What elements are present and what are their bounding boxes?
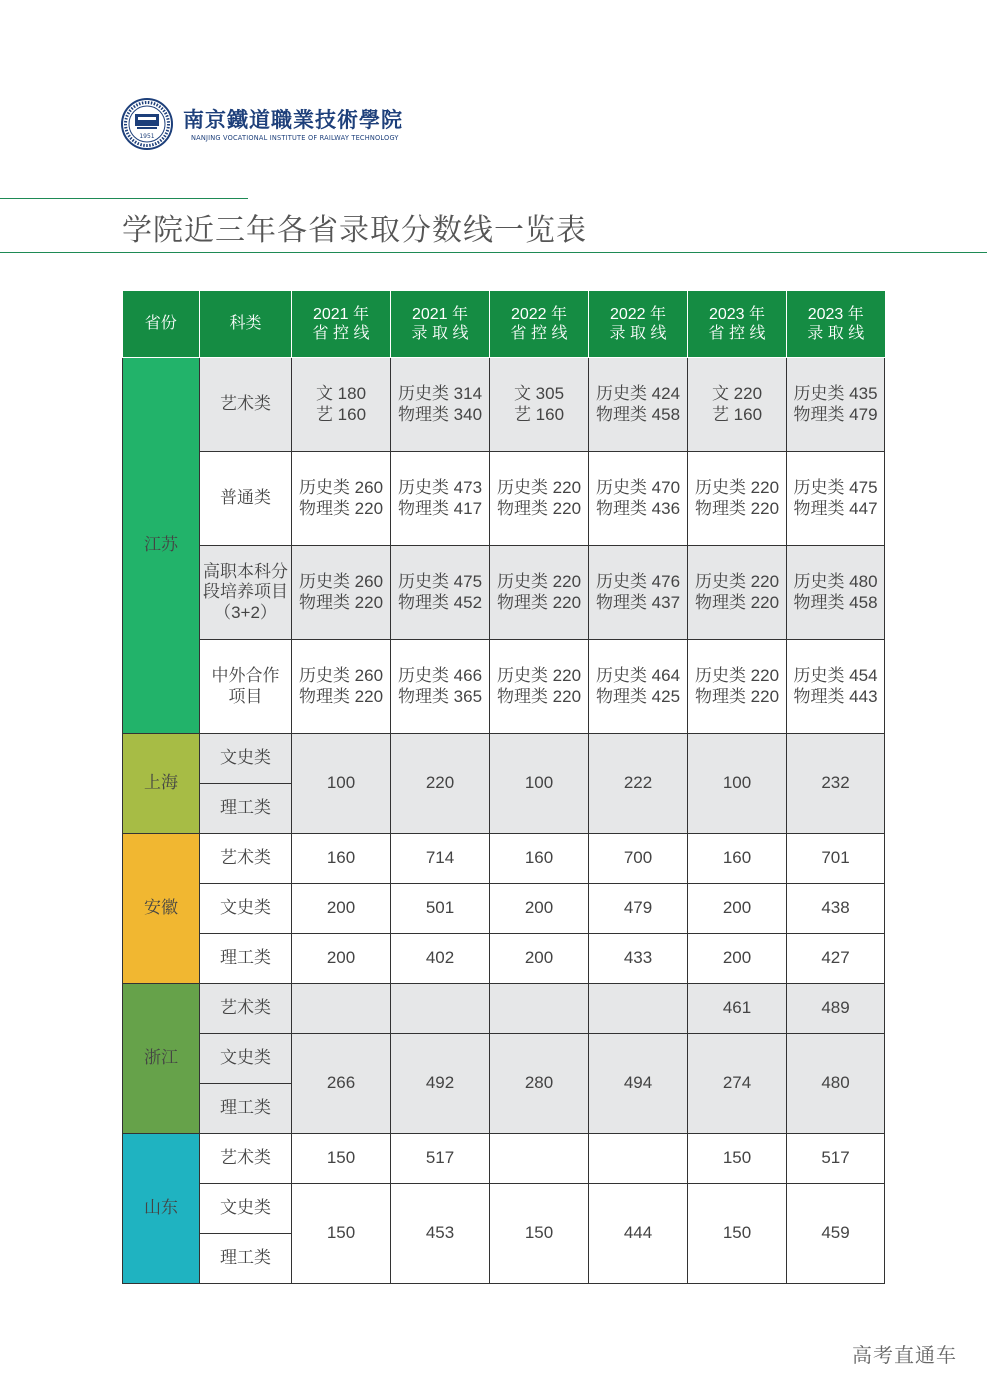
category-cell: 艺术类 <box>200 1134 292 1184</box>
category-cell: 普通类 <box>200 452 292 546</box>
category-cell: 高职本科分 段培养项目 （3+2） <box>200 546 292 640</box>
header-2022-admission: 2022 年 录 取 线 <box>589 291 688 358</box>
category-cell: 文史类 <box>200 734 292 784</box>
province-jiangsu: 江苏 <box>123 358 200 734</box>
score-cell: 200 <box>490 934 589 984</box>
score-cell: 历史类 220 物理类 220 <box>688 452 787 546</box>
score-cell: 文 220 艺 160 <box>688 358 787 452</box>
score-cell: 历史类 473 物理类 417 <box>391 452 490 546</box>
category-cell: 理工类 <box>200 1084 292 1134</box>
score-cell: 150 <box>688 1184 787 1284</box>
score-cell: 历史类 314 物理类 340 <box>391 358 490 452</box>
header-province: 省份 <box>123 291 200 358</box>
score-cell <box>589 1134 688 1184</box>
score-cell: 517 <box>391 1134 490 1184</box>
score-cell: 200 <box>490 884 589 934</box>
score-cell: 444 <box>589 1184 688 1284</box>
score-cell: 150 <box>292 1184 391 1284</box>
score-cell: 461 <box>688 984 787 1034</box>
score-cell <box>490 1134 589 1184</box>
score-cell: 历史类 260 物理类 220 <box>292 452 391 546</box>
table-row <box>123 640 885 734</box>
score-cell: 433 <box>589 934 688 984</box>
table-row <box>123 358 885 452</box>
score-cell: 220 <box>391 734 490 834</box>
table-row <box>123 1134 885 1184</box>
score-cell: 历史类 475 物理类 452 <box>391 546 490 640</box>
school-emblem-icon <box>121 98 173 150</box>
table-header-row <box>123 291 885 358</box>
score-cell: 700 <box>589 834 688 884</box>
score-cell: 历史类 220 物理类 220 <box>688 546 787 640</box>
category-cell: 文史类 <box>200 1184 292 1234</box>
score-cell: 历史类 464 物理类 425 <box>589 640 688 734</box>
score-cell <box>391 984 490 1034</box>
score-cell: 历史类 480 物理类 458 <box>787 546 885 640</box>
table-row <box>123 934 885 984</box>
score-cell: 历史类 220 物理类 220 <box>490 452 589 546</box>
score-cell: 402 <box>391 934 490 984</box>
table-row <box>123 1034 885 1084</box>
admission-score-table <box>122 291 885 1284</box>
province-zhejiang: 浙江 <box>123 984 200 1134</box>
score-cell: 453 <box>391 1184 490 1284</box>
category-cell: 理工类 <box>200 784 292 834</box>
table-row <box>123 884 885 934</box>
score-cell: 200 <box>292 934 391 984</box>
score-cell: 438 <box>787 884 885 934</box>
score-cell: 历史类 466 物理类 365 <box>391 640 490 734</box>
score-cell: 历史类 470 物理类 436 <box>589 452 688 546</box>
category-cell: 中外合作 项目 <box>200 640 292 734</box>
score-cell: 489 <box>787 984 885 1034</box>
category-cell: 理工类 <box>200 934 292 984</box>
province-anhui: 安徽 <box>123 834 200 984</box>
score-cell: 222 <box>589 734 688 834</box>
score-cell: 480 <box>787 1034 885 1134</box>
table-row <box>123 734 885 784</box>
header-2022-control: 2022 年 省 控 线 <box>490 291 589 358</box>
score-cell: 历史类 476 物理类 437 <box>589 546 688 640</box>
score-cell: 280 <box>490 1034 589 1134</box>
score-cell: 714 <box>391 834 490 884</box>
header-category: 科类 <box>200 291 292 358</box>
score-cell: 150 <box>490 1184 589 1284</box>
table-row <box>123 834 885 884</box>
table-row <box>123 452 885 546</box>
score-cell: 517 <box>787 1134 885 1184</box>
score-cell: 100 <box>688 734 787 834</box>
score-cell: 266 <box>292 1034 391 1134</box>
score-cell: 232 <box>787 734 885 834</box>
score-cell: 历史类 220 物理类 220 <box>688 640 787 734</box>
score-cell: 历史类 454 物理类 443 <box>787 640 885 734</box>
category-cell: 艺术类 <box>200 834 292 884</box>
category-cell: 艺术类 <box>200 984 292 1034</box>
score-cell: 文 305 艺 160 <box>490 358 589 452</box>
score-cell <box>490 984 589 1034</box>
score-cell: 427 <box>787 934 885 984</box>
header-2021-control: 2021 年 省 控 线 <box>292 291 391 358</box>
score-cell: 701 <box>787 834 885 884</box>
score-cell: 200 <box>688 934 787 984</box>
province-shanghai: 上海 <box>123 734 200 834</box>
province-shandong: 山东 <box>123 1134 200 1284</box>
header-2023-control: 2023 年 省 控 线 <box>688 291 787 358</box>
score-cell: 494 <box>589 1034 688 1134</box>
header-2021-admission: 2021 年 录 取 线 <box>391 291 490 358</box>
score-cell: 历史类 260 物理类 220 <box>292 640 391 734</box>
page-title: 学院近三年各省录取分数线一览表 <box>122 213 587 248</box>
score-cell: 100 <box>292 734 391 834</box>
table-row <box>123 546 885 640</box>
score-cell: 459 <box>787 1184 885 1284</box>
score-cell: 479 <box>589 884 688 934</box>
header-2023-admission: 2023 年 录 取 线 <box>787 291 885 358</box>
score-cell: 150 <box>688 1134 787 1184</box>
school-name-en: NANJING VOCATIONAL INSTITUTE OF RAILWAY TECHNOLOGY <box>191 134 399 142</box>
header-divider-short <box>0 198 248 199</box>
score-cell: 历史类 475 物理类 447 <box>787 452 885 546</box>
score-cell: 历史类 435 物理类 479 <box>787 358 885 452</box>
score-cell: 501 <box>391 884 490 934</box>
score-cell: 160 <box>688 834 787 884</box>
score-cell: 文 180 艺 160 <box>292 358 391 452</box>
category-cell: 艺术类 <box>200 358 292 452</box>
score-cell <box>589 984 688 1034</box>
category-cell: 文史类 <box>200 884 292 934</box>
score-cell: 160 <box>490 834 589 884</box>
watermark-text: 高考直通车 <box>852 1343 957 1367</box>
score-cell: 492 <box>391 1034 490 1134</box>
school-name-cn: 南京鐵道職業技術學院 <box>183 107 403 132</box>
table-row <box>123 984 885 1034</box>
emblem-year: 1951 <box>139 133 155 140</box>
score-cell: 150 <box>292 1134 391 1184</box>
score-cell: 274 <box>688 1034 787 1134</box>
category-cell: 理工类 <box>200 1234 292 1284</box>
score-cell: 200 <box>688 884 787 934</box>
header-divider-long <box>0 252 987 253</box>
score-cell: 历史类 424 物理类 458 <box>589 358 688 452</box>
score-cell: 100 <box>490 734 589 834</box>
score-cell <box>292 984 391 1034</box>
score-cell: 160 <box>292 834 391 884</box>
score-cell: 历史类 220 物理类 220 <box>490 640 589 734</box>
table-row <box>123 1184 885 1234</box>
score-cell: 历史类 260 物理类 220 <box>292 546 391 640</box>
score-cell: 200 <box>292 884 391 934</box>
score-cell: 历史类 220 物理类 220 <box>490 546 589 640</box>
category-cell: 文史类 <box>200 1034 292 1084</box>
